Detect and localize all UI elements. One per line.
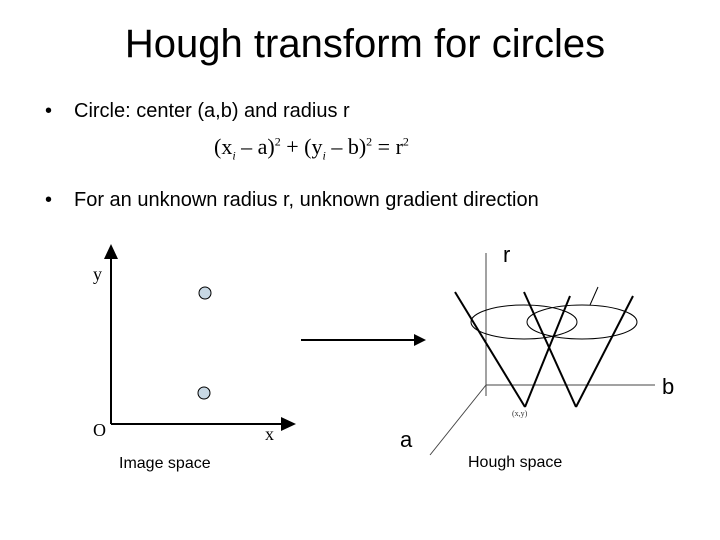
image-x-axis-label: x	[265, 424, 274, 444]
bullet-marker: •	[45, 100, 53, 122]
image-point-2	[198, 387, 210, 399]
bullet-text: Circle: center (a,b) and radius r	[74, 100, 350, 122]
hough-space-caption: Hough space	[468, 454, 563, 471]
circle-equation: $(x_i - a)^2 + (y_i - b)^2 = r^2$	[214, 134, 409, 163]
mapping-arrow	[301, 334, 426, 346]
y-axis-arrowhead	[104, 244, 118, 259]
hough-cones	[455, 287, 633, 407]
image-space-axes	[104, 244, 296, 431]
hough-point-label: (x,y)	[512, 409, 528, 418]
image-y-axis-label: y	[93, 264, 102, 284]
x-axis-arrowhead	[281, 417, 296, 431]
hough-b-axis-label: b	[662, 374, 675, 399]
slide-title: Hough transform for circles	[124, 22, 606, 66]
image-point-1	[199, 287, 211, 299]
bullet-marker: •	[45, 189, 53, 211]
hough-space-axes	[430, 253, 655, 455]
image-space-caption: Image space	[119, 455, 211, 472]
hough-a-axis-label: a	[400, 427, 413, 452]
image-origin-label: O	[93, 420, 106, 440]
hough-r-axis-label: r	[503, 242, 511, 267]
bullet-text: For an unknown radius r, unknown gradient direction	[74, 189, 539, 211]
